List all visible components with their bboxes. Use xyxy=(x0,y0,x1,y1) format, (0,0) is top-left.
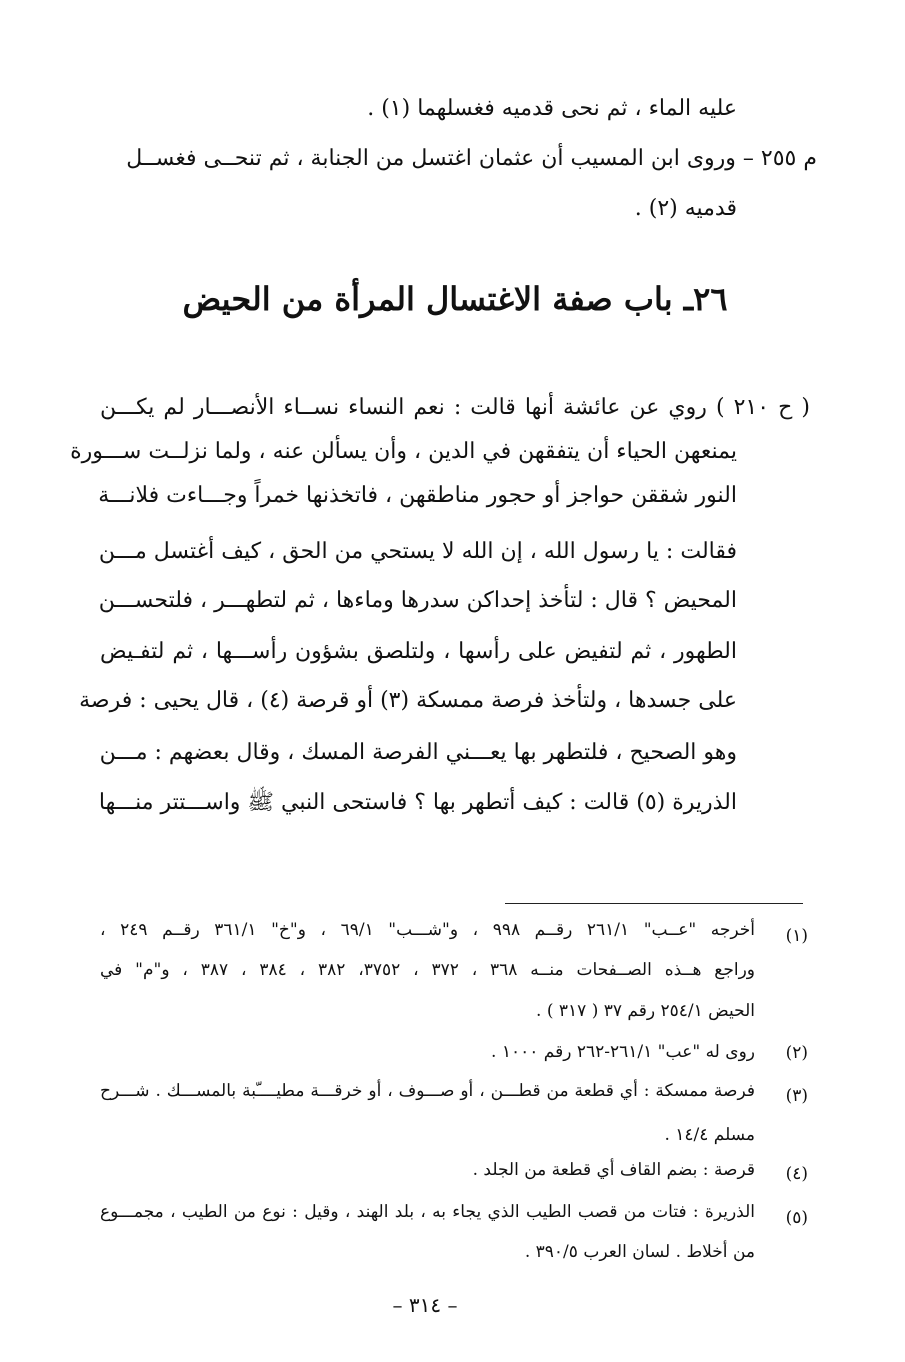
hadith-line: على جسدها ، ولتأخذ فرصة ممسكة (٣) أو قرصة (٤) ، قال يحيى : فرصة xyxy=(79,688,737,713)
hadith-line: الطهور ، ثم لتفيض على رأسها ، ولتلصق بشؤون رأســـها ، ثم لتفـيض xyxy=(100,639,737,664)
hadith-line: وهو الصحيح ، فلتطهر بها يعـــني الفرصة المسك ، وقال بعضهم : مـــن xyxy=(99,740,737,765)
hadith-line: المحيض ؟ قال : لتأخذ إحداكن سدرها وماءها ، ثم لتطهـــر ، فلتحســـن xyxy=(98,588,737,613)
intro-line-3: قدميه (٢) . xyxy=(634,196,737,221)
intro-line-1: عليه الماء ، ثم نحى قدميه فغسلهما (١) . xyxy=(367,96,737,121)
footnote-line: الذريرة : فتات من قصب الطيب الذي يجاء به ، بلد الهند ، وقيل : نوع من الطيب ، مجمـــوع xyxy=(100,1202,755,1222)
footnote-separator xyxy=(505,903,803,904)
footnote-number: (٤) xyxy=(785,1164,808,1184)
hadith-line: الذريرة (٥) قالت : كيف أتطهر بها ؟ فاستحى النبي ﷺ واســـتتر منـــها xyxy=(98,790,737,815)
footnote-number: (٥) xyxy=(785,1208,808,1228)
hadith-line: يمنعهن الحياء أن يتفقهن في الدين ، وأن يسألن عنه ، ولما نزلــت ســـورة xyxy=(70,439,737,464)
footnote-line: من أخلاط . لسان العرب ٣٩٠/٥ . xyxy=(524,1242,755,1262)
hadith-line: فقالت : يا رسول الله ، إن الله لا يستحي من الحق ، كيف أغتسل مـــن xyxy=(98,539,737,564)
footnote-number: (١) xyxy=(785,926,808,946)
footnote-line: روى له "عب" ٢٦١/١-٢٦٢ رقم ١٠٠٠ . xyxy=(491,1042,755,1062)
page-number: – ٣١٤ – xyxy=(392,1293,458,1317)
footnote-line: فرصة ممسكة : أي قطعة من قطـــن ، أو صـــوف ، أو خرقـــة مطيــــّبة بالمســـك . شـــرح xyxy=(100,1081,755,1101)
footnote-number: (٣) xyxy=(785,1086,808,1106)
chapter-heading: ٢٦ـ باب صفة الاغتسال المرأة من الحيض xyxy=(182,280,728,318)
footnote-line: الحيض ٢٥٤/١ رقم ٣٧ ( ٣١٧ ) . xyxy=(536,1001,755,1021)
footnote-line: أخرجه "عــب" ٢٦١/١ رقــم ٩٩٨ ، و"شـــب" ٦٩/١ ، و"خ" ٣٦١/١ رقــم ٢٤٩ ، xyxy=(100,920,755,940)
hadith-line: النور شققن حواجز أو حجور مناطقهن ، فاتخذنها خمراً وجـــاءت فلانـــة xyxy=(98,483,737,508)
intro-line-2: م ٢٥٥ – وروى ابن المسيب أن عثمان اغتسل من الجنابة ، ثم تنحــى فغســل xyxy=(126,146,817,171)
footnote-line: وراجع هــذه الصــفحات منــه ٣٦٨ ، ٣٧٢ ، ٣٧٥٢، ٣٨٢ ، ٣٨٤ ، ٣٨٧ ، و"م" في xyxy=(100,960,756,980)
footnote-line: مسلم ١٤/٤ . xyxy=(664,1125,755,1145)
footnote-line: قرصة : بضم القاف أي قطعة من الجلد . xyxy=(472,1160,755,1180)
footnote-number: (٢) xyxy=(785,1043,808,1063)
hadith-line: ( ح ٢١٠ ) روي عن عائشة أنها قالت : نعم النساء نســاء الأنصـــار لم يكـــن xyxy=(100,395,810,420)
